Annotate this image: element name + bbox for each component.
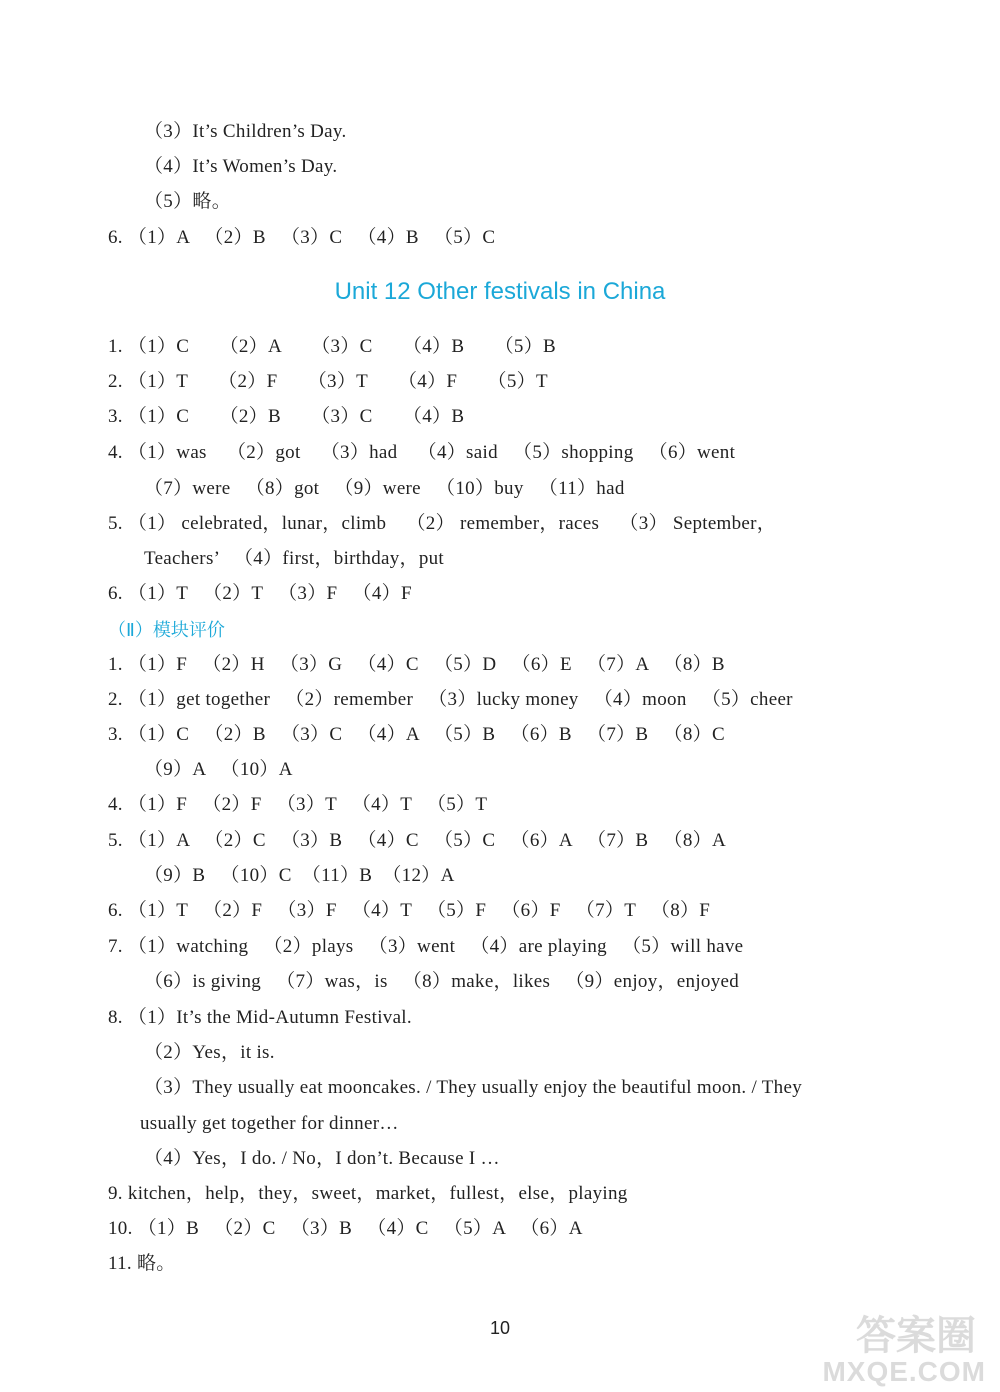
answer-line: usually get together for dinner…: [140, 1113, 399, 1134]
watermark: [796, 1304, 986, 1388]
answer-line: 9. kitchen，help，they，sweet，market，fullest，else，playing: [108, 1183, 628, 1204]
answer-line: 5. （1）A （2）C （3）B （4）C （5）C （6）A （7）B （8）A: [108, 830, 726, 851]
answer-line: （9）B （10）C （11）B （12）A: [144, 865, 455, 886]
answer-line: Teachers’ （4）first，birthday，put: [144, 548, 445, 569]
answer-line: （2）Yes，it is.: [144, 1042, 275, 1063]
answer-line: （7）were （8）got （9）were （10）buy （11）had: [144, 478, 625, 499]
answer-line: （4）Yes，I do. / No，I don’t. Because I …: [144, 1148, 500, 1169]
answer-line: 2. （1）T （2）F （3）T （4）F （5）T: [108, 371, 548, 392]
answer-line: 11. 略。: [108, 1253, 176, 1274]
answer-line: （5）略。: [144, 191, 232, 212]
answer-line: 4. （1）was （2）got （3）had （4）said （5）shopping （6）went: [108, 442, 736, 463]
watermark-url: MXQE.COM: [822, 1356, 986, 1387]
answer-line: （6）is giving （7）was，is （8）make，likes （9）enjoy，enjoyed: [144, 971, 740, 992]
answer-line: 7. （1）watching （2）plays （3）went （4）are playing （5）will have: [108, 936, 744, 957]
answer-line: 6. （1）T （2）T （3）F （4）F: [108, 583, 412, 604]
answer-line: 2. （1）get together （2）remember （3）lucky money （4）moon （5）cheer: [108, 689, 793, 710]
page-number: 10: [489, 1318, 511, 1338]
answer-line: 6. （1）A （2）B （3）C （4）B （5）C: [108, 227, 496, 248]
unit-title: Unit 12 Other festivals in China: [334, 278, 666, 305]
answer-line: （3）It’s Children’s Day.: [144, 121, 347, 142]
answer-line: （3）They usually eat mooncakes. / They usually enjoy the beautiful moon. / They: [144, 1077, 803, 1098]
answer-line: 10. （1）B （2）C （3）B （4）C （5）A （6）A: [108, 1218, 583, 1239]
answer-line: 1. （1）F （2）H （3）G （4）C （5）D （6）E （7）A （8）B: [108, 654, 725, 675]
answer-line: 3. （1）C （2）B （3）C （4）A （5）B （6）B （7）B （8）C: [108, 724, 725, 745]
answer-line: 4. （1）F （2）F （3）T （4）T （5）T: [108, 794, 488, 815]
answer-line: （9）A （10）A: [144, 759, 293, 780]
answer-line: （4）It’s Women’s Day.: [144, 156, 338, 177]
answer-line: 6. （1）T （2）F （3）F （4）T （5）F （6）F （7）T （8）F: [108, 900, 711, 921]
watermark-logo: 答案圈: [856, 1313, 976, 1359]
answer-line: 1. （1）C （2）A （3）C （4）B （5）B: [108, 336, 556, 357]
answer-line: 8. （1）It’s the Mid-Autumn Festival.: [108, 1007, 412, 1028]
answer-line: 3. （1）C （2）B （3）C （4）B: [108, 406, 465, 427]
section-heading: （Ⅱ）模块评价: [108, 620, 225, 641]
answer-line: 5. （1） celebrated，lunar，climb （2） remember，races （3） September，: [108, 513, 777, 534]
